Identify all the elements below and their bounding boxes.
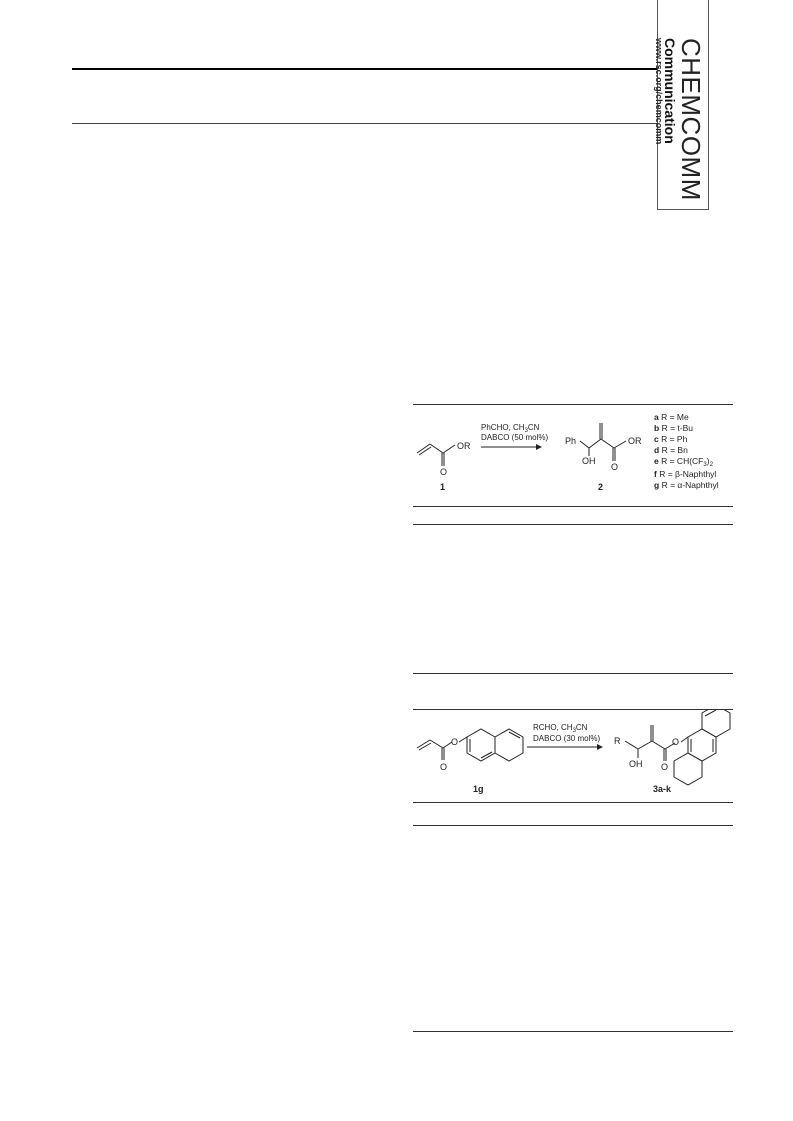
- product-oh: OH: [582, 456, 596, 466]
- reagents2-line1: RCHO, $CH_3CN$: [533, 723, 588, 734]
- header-rule-bottom: [72, 123, 657, 124]
- key-b: b R = t-Bu: [654, 423, 693, 433]
- product2-oh: OH: [629, 759, 643, 769]
- product2-carbonyl-o: O: [661, 762, 669, 772]
- product-number: 2: [598, 482, 604, 492]
- substrate2-label: 1g: [473, 784, 484, 794]
- scheme1-diagram: [413, 405, 733, 505]
- key-g: g R = α-Naphthyl: [654, 480, 719, 490]
- substrate-carbonyl-o: O: [440, 467, 448, 477]
- reagents2-line2: DABCO (30 mol%): [533, 734, 601, 743]
- scheme1-rule-mid: [413, 506, 733, 507]
- substrate-number: 1: [440, 482, 446, 492]
- product-ph: Ph: [565, 436, 577, 446]
- key-d: d R = Bn: [654, 445, 688, 455]
- table1-rule-bottom: [413, 673, 733, 674]
- journal-url: www.rsc.org/chemcomm: [654, 38, 664, 145]
- substituent-key: [654, 412, 719, 490]
- substrate-group: OR: [457, 441, 471, 451]
- scheme2-rule-caption: [413, 825, 733, 826]
- product2-label: 3a-k: [653, 784, 672, 794]
- product2-r: R: [614, 736, 621, 746]
- scheme2-diagram: [413, 710, 733, 802]
- substrate2-ester-o: O: [451, 737, 459, 747]
- reagents-line2: DABCO (50 mol%): [481, 433, 549, 442]
- journal-tab: [654, 0, 709, 210]
- reagents-line1: PhCHO, $CH_3CN$: [481, 423, 540, 434]
- key-e: e $R = CH(CF_3)_2$: [654, 456, 713, 468]
- key-c: c R = Ph: [654, 434, 688, 444]
- product-carbonyl-o: O: [611, 462, 619, 472]
- journal-name: CHEMCOMM: [676, 38, 706, 201]
- substrate2-carbonyl-o: O: [440, 762, 448, 772]
- scheme2-rule-mid: [413, 802, 733, 803]
- key-a: a R = Me: [654, 412, 689, 422]
- key-f: f R = β-Naphthyl: [654, 469, 717, 479]
- table2-rule-bottom: [413, 1031, 733, 1032]
- scheme1-rule-caption: [413, 524, 733, 525]
- header-rule-top: [72, 68, 657, 70]
- article-type: Communication: [662, 38, 678, 144]
- product2-ester-o: O: [672, 737, 680, 747]
- product-group: OR: [628, 436, 642, 446]
